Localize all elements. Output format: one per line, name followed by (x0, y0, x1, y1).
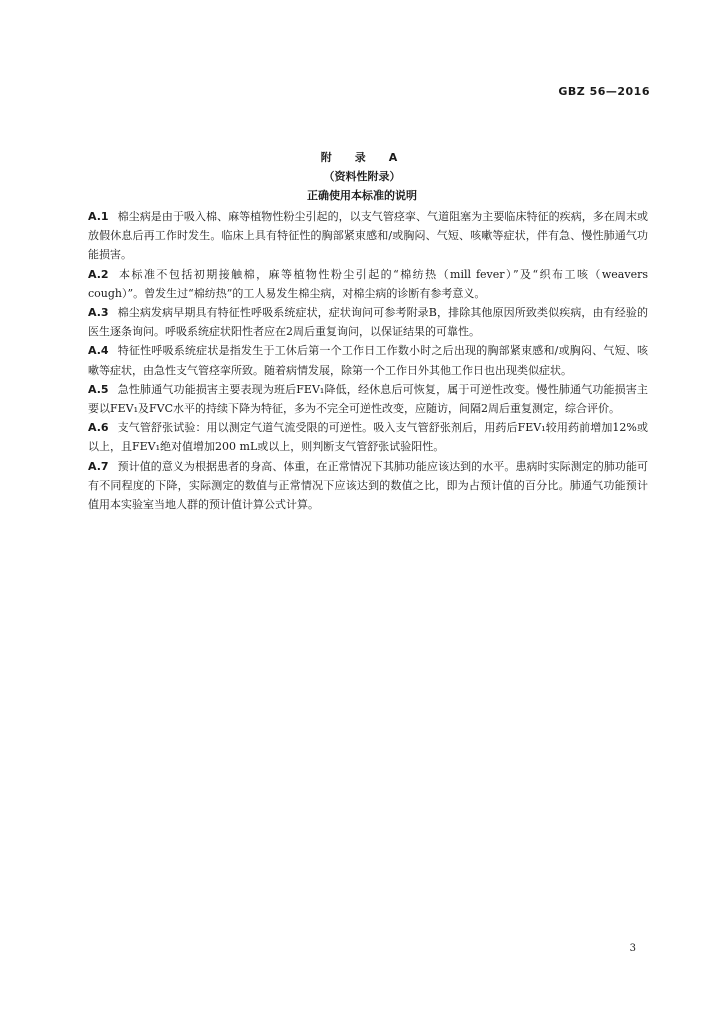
clause-number: A.4 (88, 344, 109, 358)
clause-a1 (88, 207, 648, 265)
clause-a5 (88, 380, 648, 418)
clause-text: 本标准不包括初期接触棉，麻等植物性粉尘引起的“棉纺热（mill fever）”及“织布工咳（weavers cough）”。曾发生过“棉纺热”的工人易发生棉尘病，对棉尘病的诊断有参考意义。 (88, 267, 648, 300)
annex-body (88, 207, 648, 514)
page-number: 3 (629, 943, 636, 954)
clause-number: A.6 (88, 421, 109, 435)
clause-number: A.5 (88, 382, 109, 396)
clause-text: 棉尘病是由于吸入棉、麻等植物性粉尘引起的，以支气管痉挛、气道阻塞为主要临床特征的疾病，多在周末或放假休息后再工作时发生。临床上具有特征性的胸部紧束感和/或胸闷、气短、咳嗽等症状，伴有急、慢性肺通气功能损害。 (88, 210, 648, 262)
clause-text: 特征性呼吸系统症状是指发生于工休后第一个工作日工作数小时之后出现的胸部紧束感和/或胸闷、气短、咳嗽等症状，由急性支气管痉挛所致。随着病情发展，除第一个工作日外其他工作日也出现类似症状。 (88, 344, 648, 377)
annex-type: （资料性附录） (323, 170, 401, 183)
standard-code: GBZ 56—2016 (558, 85, 650, 98)
clause-a7 (88, 457, 648, 515)
clause-text: 支气管舒张试验：用以测定气道气流受限的可逆性。吸入支气管舒张剂后，用药后FEV₁较用药前增加12%或以上，且FEV₁绝对值增加200 mL或以上，则判断支气管舒张试验阳性。 (88, 421, 648, 454)
clause-text: 棉尘病发病早期具有特征性呼吸系统症状，症状询问可参考附录B，排除其他原因所致类似疾病，由有经验的医生逐条询问。呼吸系统症状阳性者应在2周后重复询问，以保证结果的可靠性。 (88, 306, 648, 339)
annex-subtitle: 正确使用本标准的说明 (307, 189, 417, 202)
clause-a3 (88, 303, 648, 341)
annex-title: 附 录 A (320, 151, 404, 164)
clause-text: 预计值的意义为根据患者的身高、体重，在正常情况下其肺功能应该达到的水平。患病时实际测定的肺功能可有不同程度的下降，实际测定的数值与正常情况下应该达到的数值之比，即为占预计值的百分比。肺通气功能预计值用本实验室当地人群的预计值计算公式计算。 (88, 459, 648, 512)
clause-number: A.2 (88, 267, 109, 281)
annex-heading (0, 148, 724, 205)
clause-a2 (88, 265, 648, 303)
clause-number: A.7 (88, 459, 109, 473)
clause-a4 (88, 341, 648, 379)
clause-number: A.3 (88, 306, 109, 320)
clause-text: 急性肺通气功能损害主要表现为班后FEV₁降低，经休息后可恢复，属于可逆性改变。慢性肺通气功能损害主要以FEV₁及FVC水平的持续下降为特征，多为不完全可逆性改变，应随访，间隔2周后重复测定，综合评价。 (88, 382, 648, 416)
clause-a6 (88, 418, 648, 456)
clause-number: A.1 (88, 210, 109, 223)
